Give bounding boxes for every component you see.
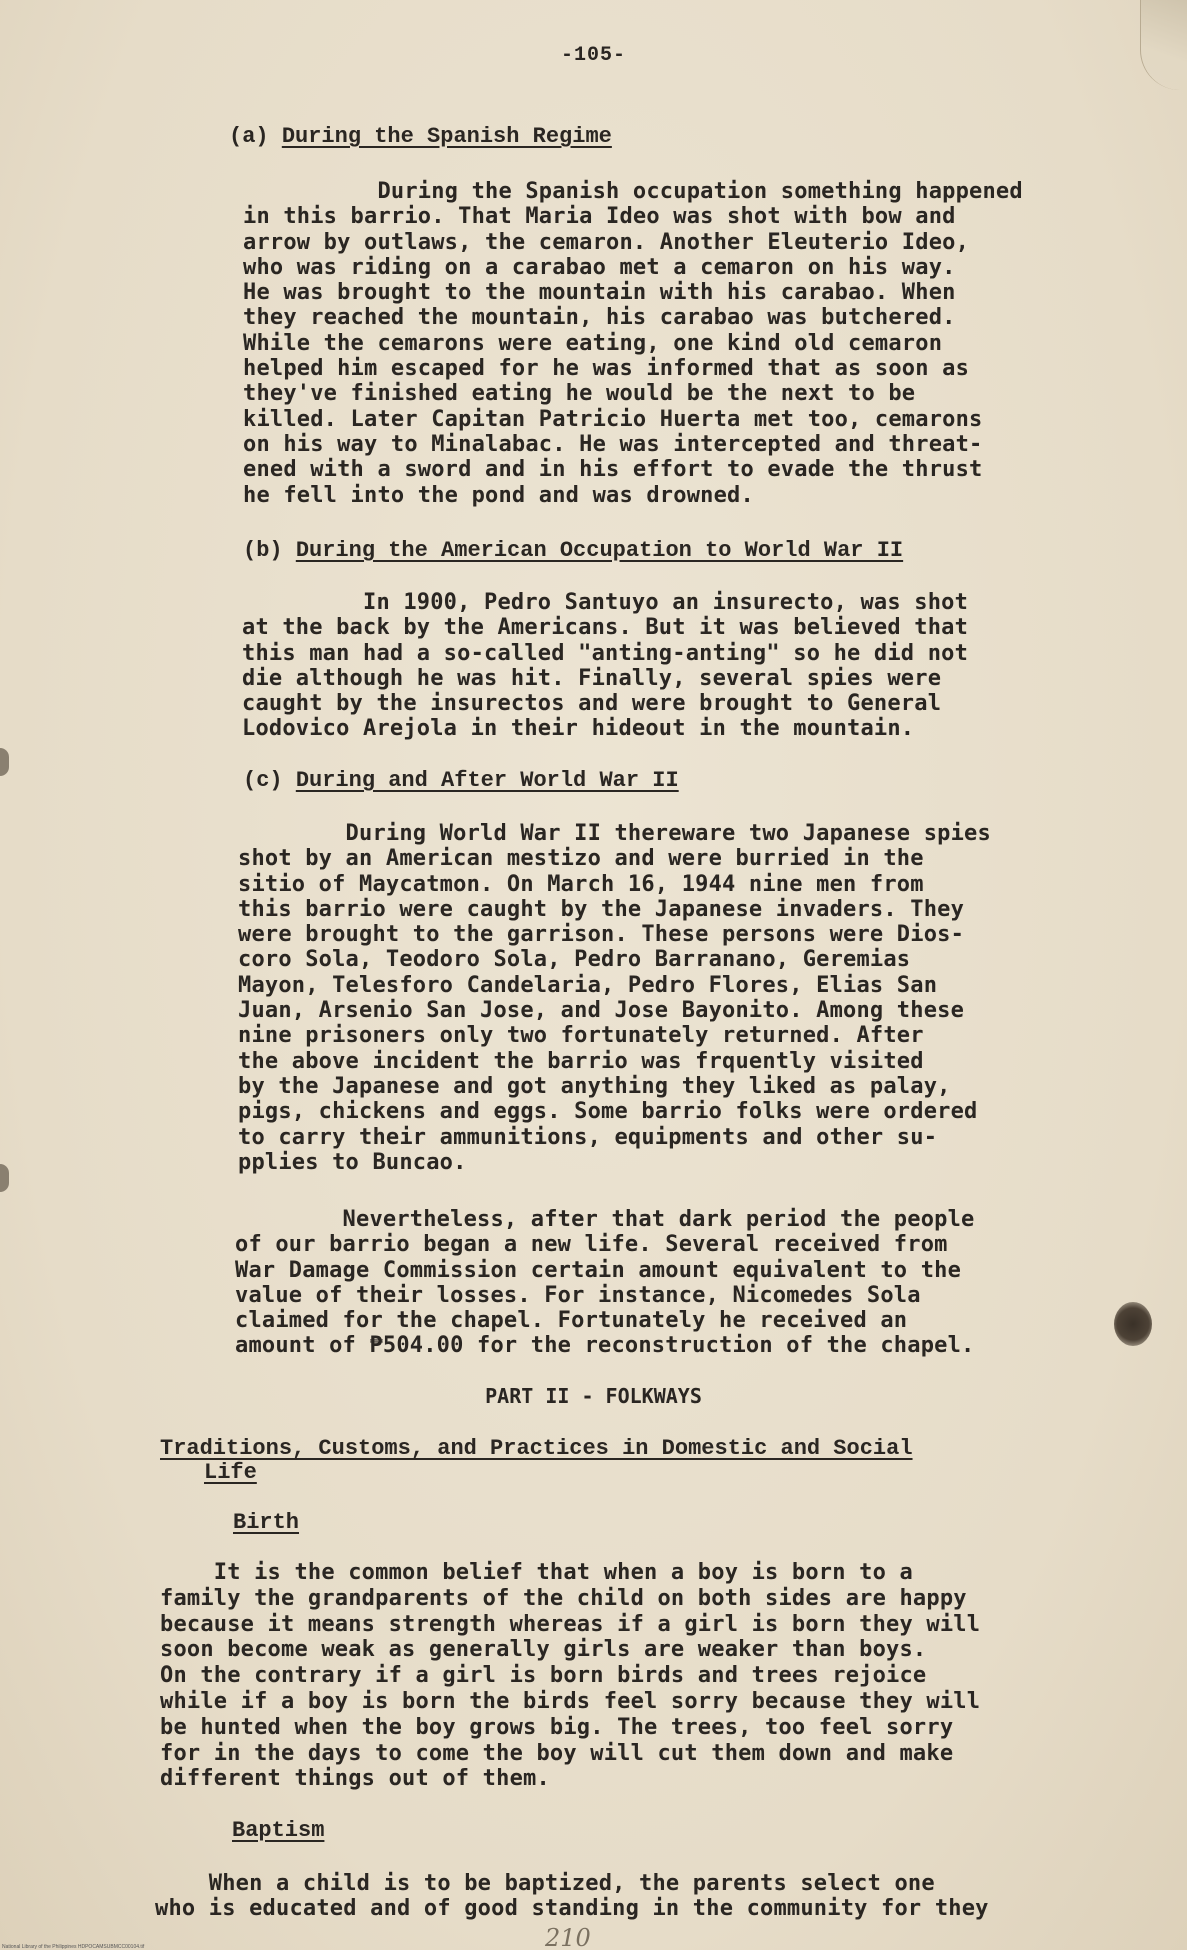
section-a-prefix: (a) [229, 124, 269, 149]
section-b-paragraph: In 1900, Pedro Santuyo an insurecto, was shot at the back by the Americans. But it was believed that this man had a so-called "anting-anting" so he did not die although he was hit. Finally, several spies were caught by the insurectos and were brought to General Lodovico Arejola in their hideout in the mountain. [242, 590, 969, 742]
ink-blot [1114, 1302, 1152, 1346]
section-a-title: During the Spanish Regime [281, 124, 612, 149]
section-a-heading [229, 124, 612, 149]
baptism-paragraph: When a child is to be baptized, the parents select one who is educated and of good standing in the community for they [155, 1871, 989, 1922]
baptism-heading-text: Baptism [232, 1818, 325, 1843]
birth-heading [233, 1510, 299, 1535]
traditions-heading-line1: Traditions, Customs, and Practices in Domestic and Social [160, 1436, 913, 1461]
part-title: PART II - FOLKWAYS [485, 1384, 702, 1408]
section-c-title: During and After World War II [295, 768, 679, 793]
punch-hole [0, 748, 9, 776]
section-c-prefix: (c) [243, 768, 283, 793]
traditions-heading-2 [204, 1460, 257, 1485]
punch-hole [0, 1164, 9, 1192]
section-c-heading [243, 768, 679, 793]
section-b-prefix: (b) [243, 538, 283, 563]
traditions-heading-line2: Life [204, 1460, 257, 1485]
baptism-heading [232, 1818, 324, 1843]
birth-paragraph: It is the common belief that when a boy is born to a family the grandparents of the child on both sides are happy because it means strength whereas if a girl is born they will soon become weak as generally girls are weaker than boys. On the contrary if a girl is born birds and trees rejoice while if a boy is born the birds feel sorry because they will be hunted when the boy grows big. The trees, too feel sorry for in the days to come the boy will cut them down and make different things out of them. [160, 1560, 981, 1792]
page-number: -105- [560, 44, 626, 67]
traditions-heading [160, 1436, 913, 1461]
section-b-title: During the American Occupation to World War II [295, 538, 904, 563]
handwritten-number: 210 [545, 1924, 591, 1950]
section-b-heading [243, 538, 903, 563]
section-a-paragraph: During the Spanish occupation something happened in this barrio. That Maria Ideo was shot with bow and arrow by outlaws, the cemaron. Another Eleuterio Ideo, who was riding on a carabao met a cemaron on his way. He was brought to the mountain with his carabao. When they reached the mountain, his carabao was butchered. While the cemarons were eating, one kind old cemaron helped him escaped for he was informed that as soon as they've finished eating he would be the next to be killed. Later Capitan Patricio Huerta met too, cemarons on his way to Minalabac. He was intercepted and threat- ened with a sword and in his effort to evade the thrust he fell into the pond and was drowned. [243, 179, 1023, 508]
section-c-paragraph: During World War II thereware two Japanese spies shot by an American mestizo and were burried in the sitio of Maycatmon. On March 16, 1944 nine men from this barrio were caught by the Japanese invaders. They were brought to the garrison. These persons were Dios- coro Sola, Teodoro Sola, Pedro Barranano, Geremias Mayon, Telesforo Candelaria, Pedro Flores, Elias San Juan, Arsenio San Jose, and Jose Bayonito. Among these nine prisoners only two fortunately returned. After the above incident the barrio was frquently visited by the Japanese and got anything they liked as palay, pigs, chickens and eggs. Some barrio folks were ordered to carry their ammunitions, equipments and other su- pplies to Buncao. [238, 821, 991, 1175]
birth-heading-text: Birth [233, 1510, 300, 1535]
section-c-paragraph-2: Nevertheless, after that dark period the people of our barrio began a new life. Several received from War Damage Commission certain amount equivalent to the value of their losses. For instance, Nicomedes Sola claimed for the chapel. Fortunately he received an amount of ₱504.00 for the reconstruction of the chapel. [235, 1207, 975, 1359]
footer-text: National Library of the Philippines HDPOCAMSUBMCC00104.tif [2, 1944, 145, 1950]
